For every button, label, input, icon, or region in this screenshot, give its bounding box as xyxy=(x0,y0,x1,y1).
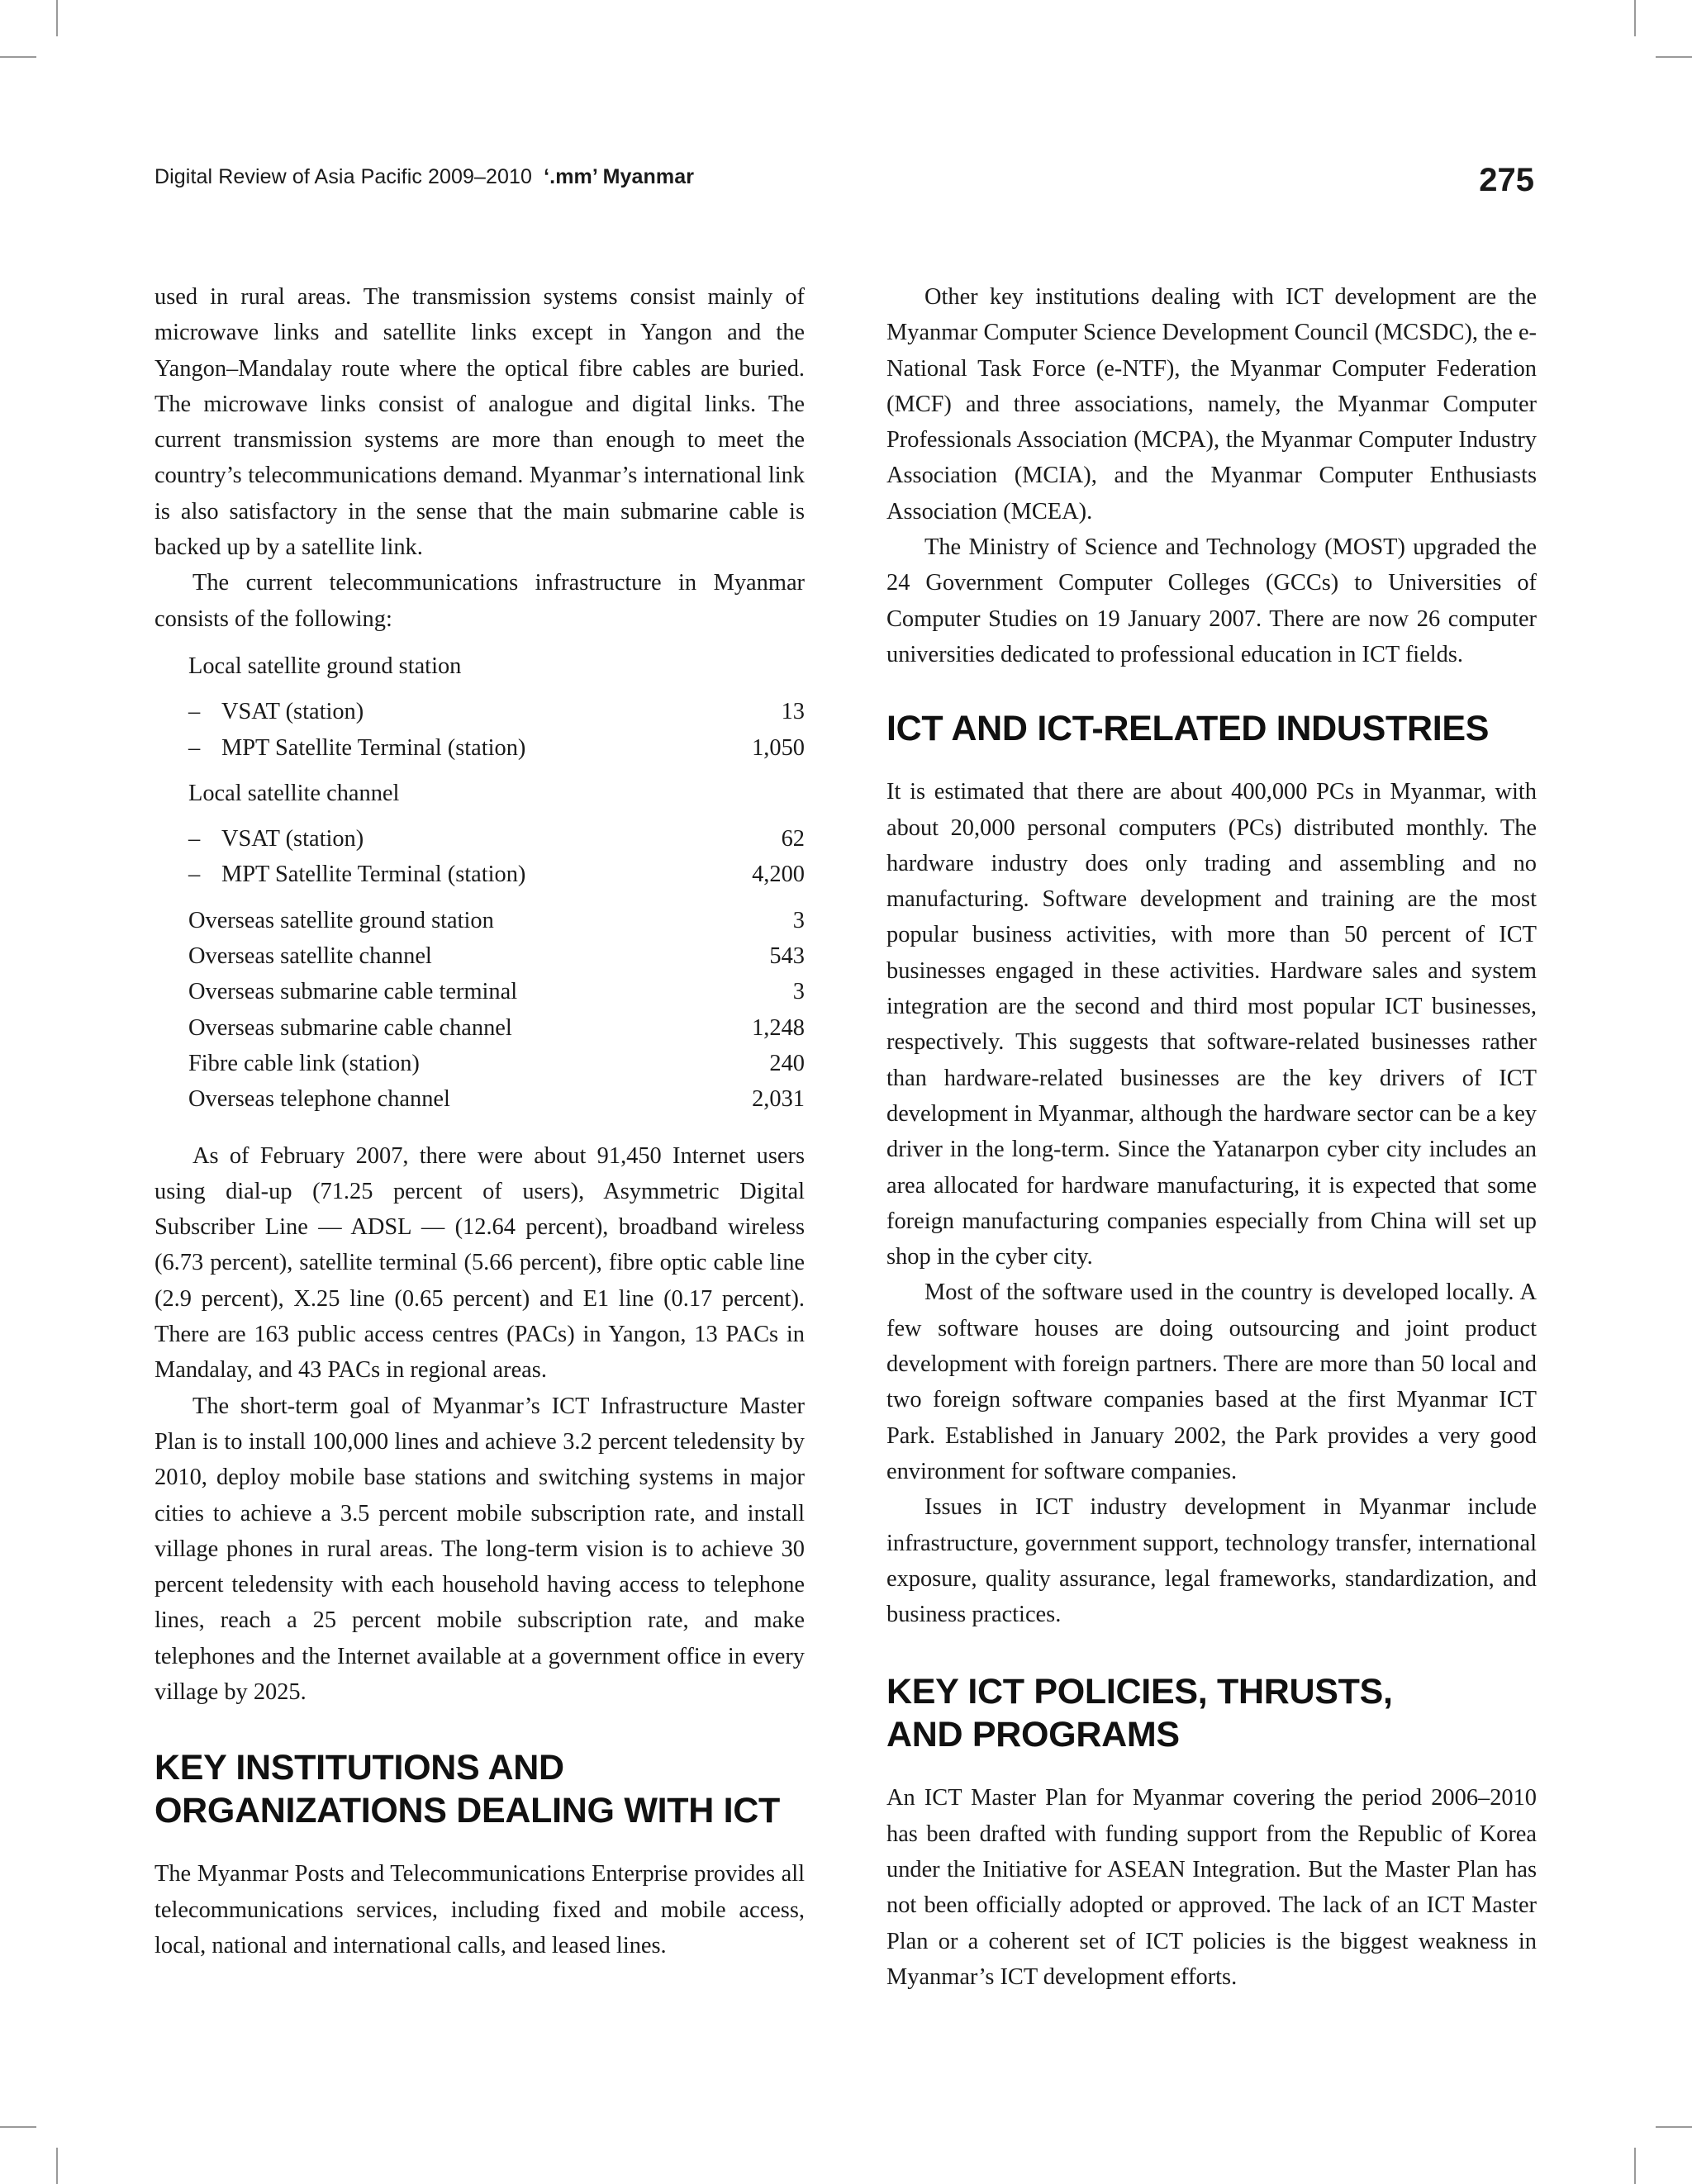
list-row xyxy=(188,1081,805,1117)
heading-line: KEY INSTITUTIONS AND xyxy=(154,1748,564,1788)
list-group-title: Local satellite ground station xyxy=(188,653,462,679)
item-label: VSAT (station) xyxy=(221,826,364,852)
page-number: 275 xyxy=(1479,162,1534,198)
section-heading xyxy=(154,1746,805,1832)
dash: – xyxy=(188,699,201,725)
heading-line: KEY ICT POLICIES, THRUSTS, xyxy=(886,1672,1393,1712)
paragraph: used in rural areas. The transmission systems consist mainly of microwave links and satellite links except in Yangon and the Yangon–Mandalay route where the optical fibre cables are buried. The microwave links consist of analogue and digital links. The current transmission systems are more than enough to meet the country’s telecommunications demand. Myanmar’s international link is also satisfactory in the sense that the main submarine cable is backed up by a satellite link. xyxy=(154,284,805,561)
item-value: 240 xyxy=(769,1050,805,1076)
crop-mark xyxy=(0,2126,36,2128)
list-rows xyxy=(154,903,805,1118)
list-subitems xyxy=(154,694,805,766)
right-column xyxy=(886,279,1537,1995)
list-row xyxy=(188,974,805,1009)
dash: – xyxy=(188,734,201,761)
heading-line: ORGANIZATIONS DEALING WITH ICT xyxy=(154,1791,780,1831)
running-title xyxy=(154,165,694,189)
crop-mark xyxy=(1634,0,1636,36)
item-label: Overseas satellite ground station xyxy=(188,907,494,933)
item-label: Overseas telephone channel xyxy=(188,1086,450,1113)
item-label: VSAT (station) xyxy=(221,699,364,725)
heading-line: AND PROGRAMS xyxy=(886,1715,1180,1755)
left-column xyxy=(154,279,805,1963)
list-row xyxy=(188,938,805,974)
paragraph: The Myanmar Posts and Telecommunications Enterprise provides all telecommunications services, including fixed and mobile access, local, national and international calls, and leased lines. xyxy=(154,1861,805,1958)
crop-mark xyxy=(1656,2126,1692,2128)
paragraph: The short-term goal of Myanmar’s ICT Infrastructure Master Plan is to install 100,000 lines and achieve 3.2 percent teledensity by 2010, deploy mobile base stations and switching systems in major cities to achieve a 3.5 percent mobile subscription rate, and install village phones in rural areas. The long-term vision is to achieve 30 percent teledensity with each household having access to telephone lines, reach a 25 percent mobile subscription rate, and make telephones and the Internet available at a government office in every village by 2025. xyxy=(154,1393,805,1705)
list-subitems xyxy=(154,821,805,893)
paragraph: An ICT Master Plan for Myanmar covering the period 2006–2010 has been drafted with funding support from the Republic of Korea under the Initiative for ASEAN Integration. But the Master Plan has not been officially adopted or approved. The lack of an ICT Master Plan or a coherent set of ICT policies is the biggest weakness in Myanmar’s ICT development efforts. xyxy=(886,1785,1537,1990)
dash: – xyxy=(188,862,201,888)
item-value: 2,031 xyxy=(752,1086,805,1113)
list-subitem xyxy=(154,857,805,892)
paragraph: Most of the software used in the country is developed locally. A few software houses are doing outsourcing and joint product development with foreign partners. There are more than 50 local and two foreign software companies based at the first Myanmar ICT Park. Established in January 2002, the Park provides a very good environment for software companies. xyxy=(886,1280,1537,1484)
list-row xyxy=(188,1046,805,1081)
crop-mark xyxy=(56,2148,58,2184)
crop-mark xyxy=(1634,2148,1636,2184)
infrastructure-list xyxy=(154,648,805,1118)
item-value: 3 xyxy=(792,979,805,1005)
list-row xyxy=(188,1010,805,1046)
crop-mark xyxy=(1656,56,1692,58)
item-label: MPT Satellite Terminal (station) xyxy=(221,862,526,888)
item-value: 62 xyxy=(781,826,805,852)
item-value: 4,200 xyxy=(752,862,805,888)
list-row xyxy=(188,903,805,938)
dash: – xyxy=(188,826,201,852)
crop-mark xyxy=(56,0,58,36)
list-group xyxy=(154,648,805,684)
item-label: MPT Satellite Terminal (station) xyxy=(221,734,526,761)
item-label: Overseas submarine cable channel xyxy=(188,1014,512,1041)
paragraph: It is estimated that there are about 400,000 PCs in Myanmar, with about 20,000 personal computers (PCs) distributed monthly. The hardware industry does only trading and assembling and no manufacturing. Software development and training are the most popular business activities, with more than 50 percent of ICT businesses engaged in these activities. Hardware sales and system integration are the second and third most popular ICT businesses, respectively. This suggests that software-related businesses rather than hardware-related businesses are the key drivers of ICT development in Myanmar, although the hardware sector can be a key driver in the long-term. Since the Yatanarpon cyber city includes an area allocated for hardware manufacturing, it is expected that some foreign manufacturing companies especially from China will set up shop in the cyber city. xyxy=(886,779,1537,1270)
paragraph: As of February 2007, there were about 91,450 Internet users using dial-up (71.25 percent of users), Asymmetric Digital Subscriber Line — ADSL — (12.64 percent), broadband wireless (6.73 percent), satellite terminal (5.66 percent), fibre optic cable line (2.9 percent), X.25 line (0.65 percent) and E1 line (0.17 percent). There are 163 public access centres (PACs) in Yangon, 13 PACs in Mandalay, and 43 PACs in regional areas. xyxy=(154,1142,805,1384)
paragraph: The Ministry of Science and Technology (MOST) upgraded the 24 Government Computer Colleges (GCCs) to Universities of Computer Studies on 19 January 2007. There are now 26 computer universities dedicated to professional education in ICT fields. xyxy=(886,534,1537,667)
item-value: 3 xyxy=(792,907,805,933)
item-label: Overseas submarine cable terminal xyxy=(188,979,518,1005)
item-label: Fibre cable link (station) xyxy=(188,1050,420,1076)
list-group-title: Local satellite channel xyxy=(188,780,400,806)
running-title-text: Digital Review of Asia Pacific 2009–2010 xyxy=(154,165,533,188)
running-chapter: ‘.mm’ Myanmar xyxy=(544,165,695,188)
crop-mark xyxy=(0,56,36,58)
item-value: 1,248 xyxy=(752,1014,805,1041)
list-subitem xyxy=(154,694,805,729)
item-label: Overseas satellite channel xyxy=(188,943,432,970)
section-heading: ICT AND ICT-RELATED INDUSTRIES xyxy=(886,709,1490,749)
list-subitem xyxy=(154,821,805,857)
paragraph: Other key institutions dealing with ICT development are the Myanmar Computer Science Development Council (MCSDC), the e-National Task Force (e-NTF), the Myanmar Computer Federation (MCF) and three associations, namely, the Myanmar Computer Professionals Association (MCPA), the Myanmar Computer Industry Association (MCIA), and the Myanmar Computer Enthusiasts Association (MCEA). xyxy=(886,284,1537,525)
list-group xyxy=(154,776,805,811)
item-value: 13 xyxy=(781,699,805,725)
list-subitem xyxy=(154,730,805,766)
paragraph: Issues in ICT industry development in Myanmar include infrastructure, government support, technology transfer, international exposure, quality assurance, legal frameworks, standardization, and business practices. xyxy=(886,1494,1537,1628)
running-header xyxy=(154,162,1534,211)
paragraph: The current telecommunications infrastructure in Myanmar consists of the following: xyxy=(154,570,805,632)
item-value: 543 xyxy=(769,943,805,970)
item-value: 1,050 xyxy=(752,734,805,761)
section-heading xyxy=(886,1670,1537,1756)
